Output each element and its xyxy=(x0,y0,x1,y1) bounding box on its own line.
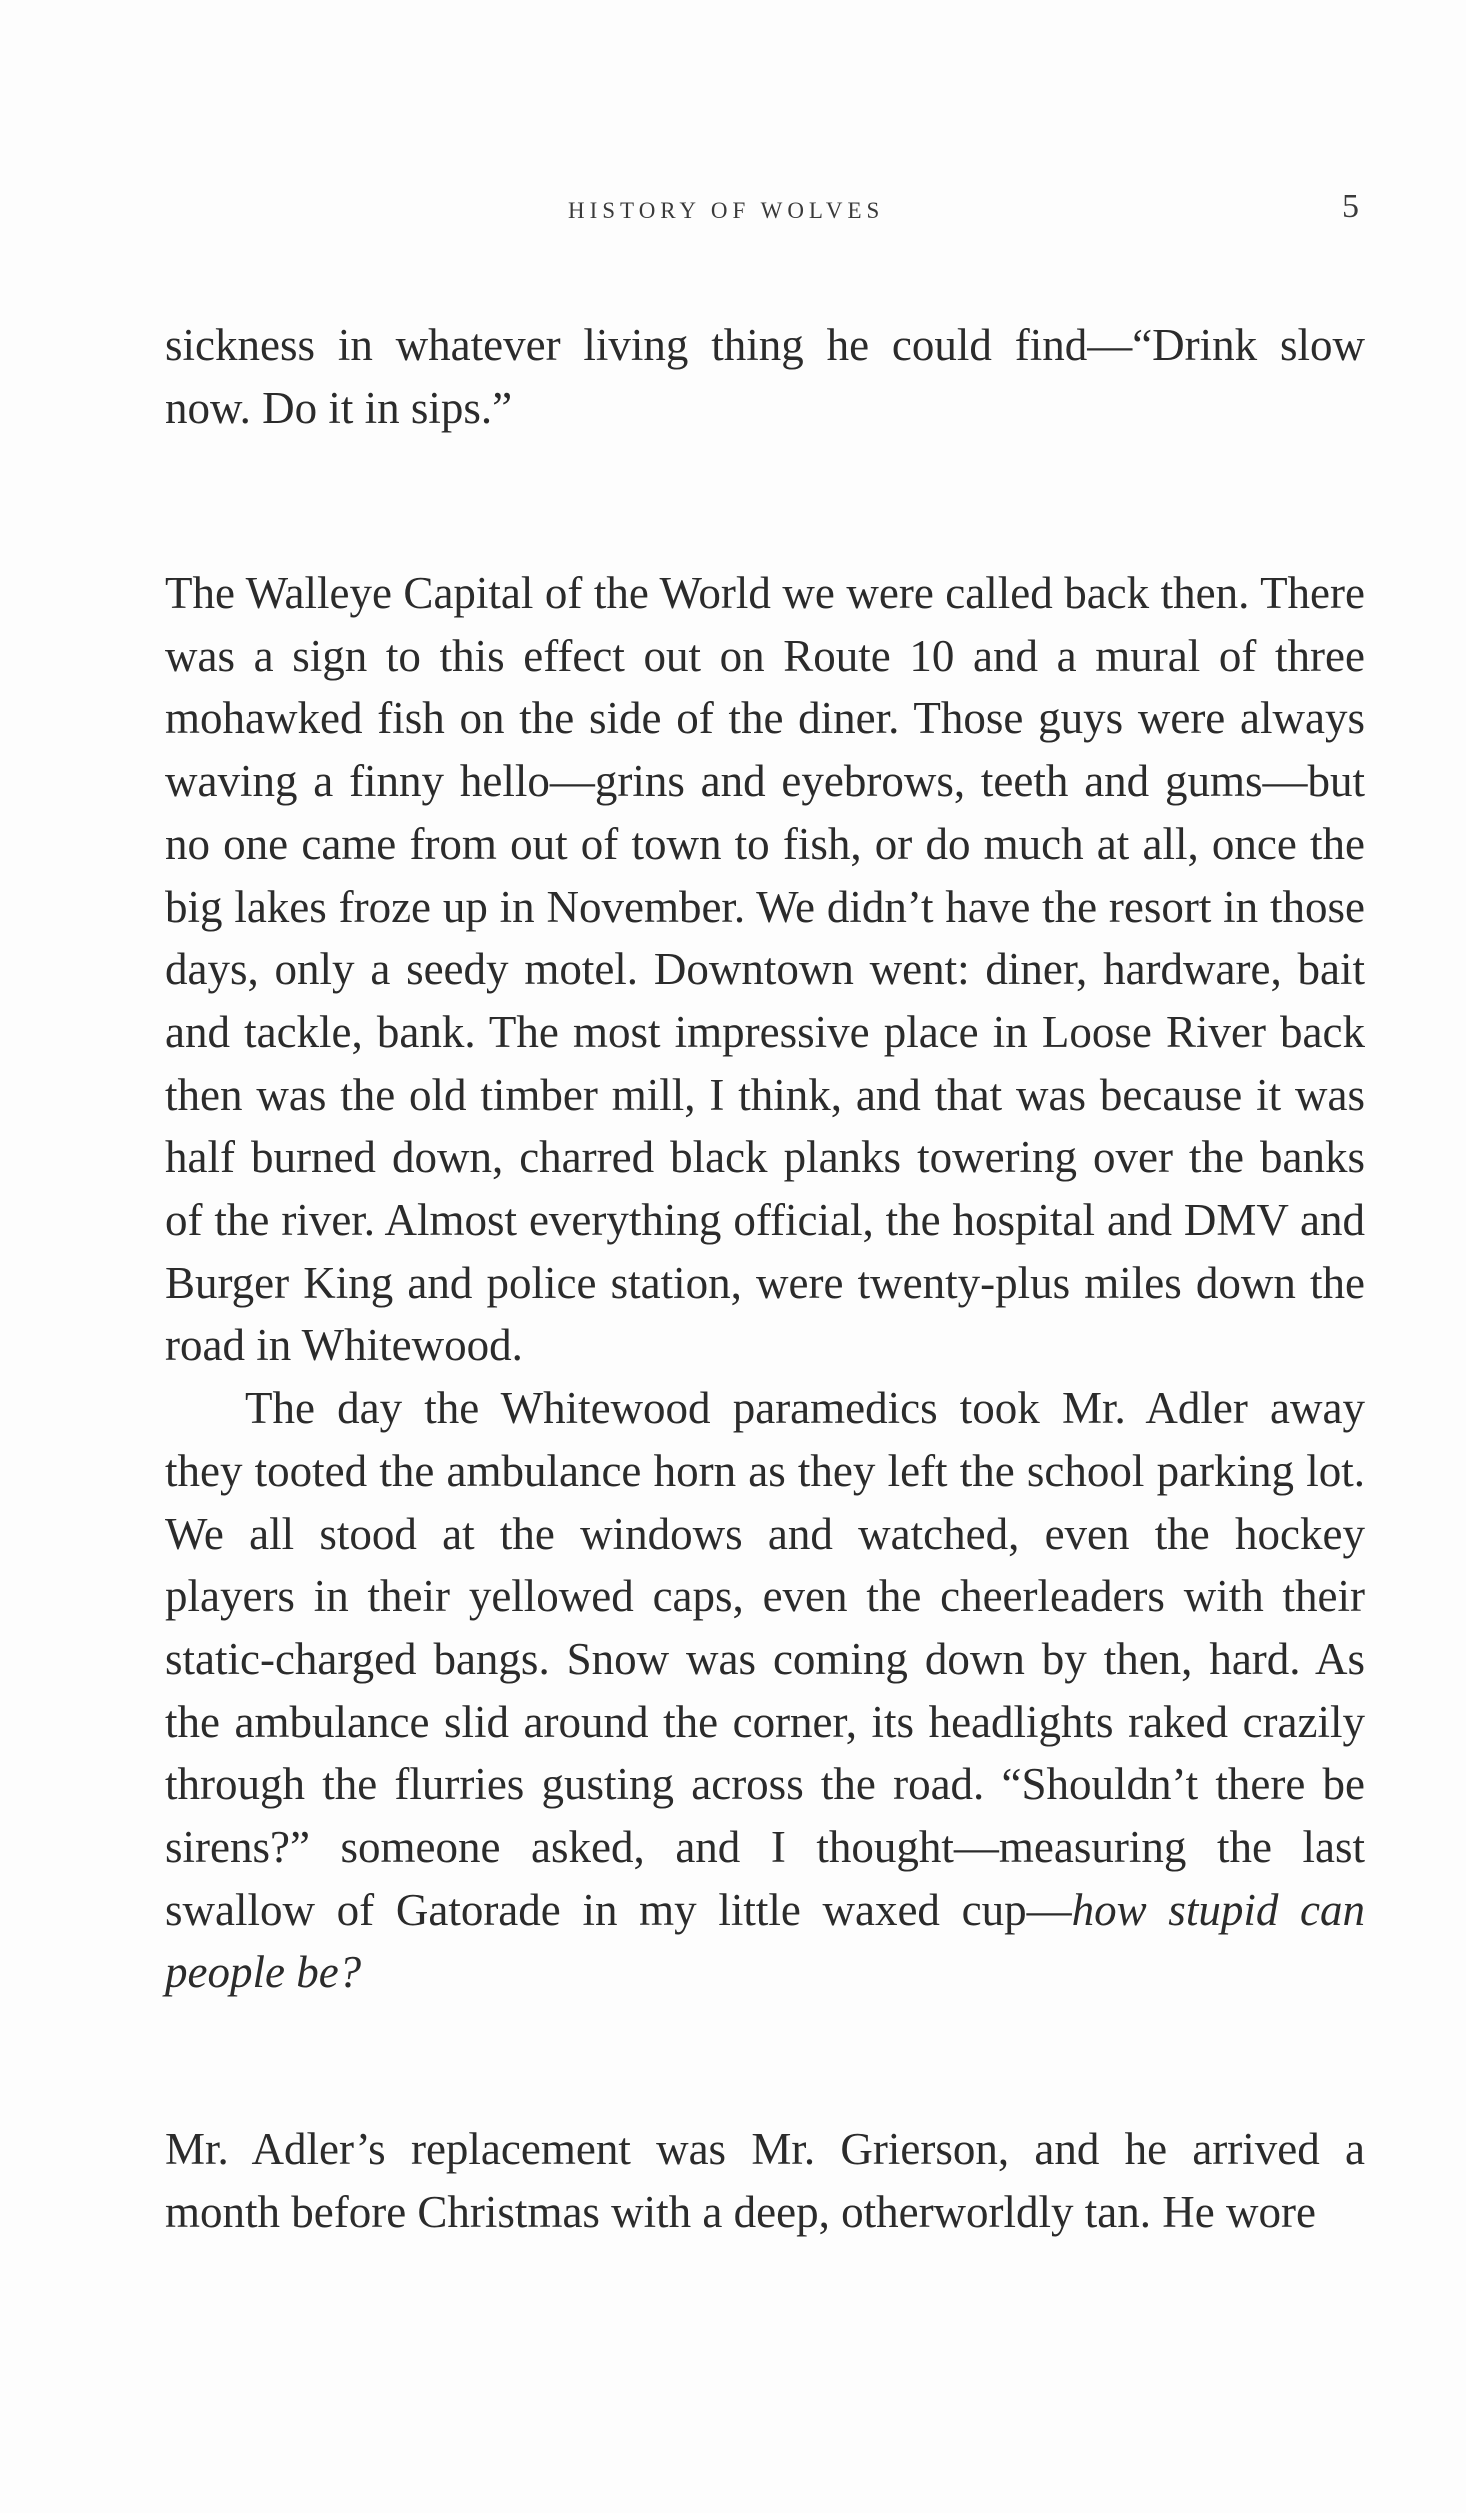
text-section-1 xyxy=(165,314,1365,439)
running-title: HISTORY OF WOLVES xyxy=(568,198,885,223)
paragraph xyxy=(165,1377,1365,2004)
text-section-3 xyxy=(165,2118,1365,2243)
paragraph: The Walleye Capital of the World we were called back then. There was a sign to this effect out on Route 10 and a mural of three mohawked fish on the side of the diner. Those guys were always waving a finny hello—grins and eyebrows, teeth and gums—but no one came from out of town to fish, or do much at all, once the big lakes froze up in November. We didn’t have the resort in those days, only a seedy motel. Downtown went: diner, hardware, bait and tackle, bank. The most impressive place in Loose River back then was the old timber mill, I think, and that was because it was half burned down, charred black planks towering over the banks of the river. Almost everything official, the hospital and DMV and Burger King and police station, were twenty-plus miles down the road in Whitewood. xyxy=(165,568,1365,1371)
paragraph: Mr. Adler’s replacement was Mr. Grierson, and he arrived a month before Christmas with a deep, otherworldly tan. He wore xyxy=(165,2124,1365,2237)
paragraph-text: The day the Whitewood paramedics took Mr. Adler away they tooted the ambulance horn as they left the school parking lot. We all stood at the windows and watched, even the hockey players in their yellowed caps, even the cheerleaders with their static-charged bangs. Snow was coming down by then, hard. As the ambulance slid around the corner, its headlights raked crazily through the flurries gusting across the road. “Shouldn’t there be sirens?” someone asked, and I thought—measuring the last swallow of Gatorade in my little waxed cup— xyxy=(165,1383,1365,1935)
page-number: 5 xyxy=(1342,188,1359,225)
text-section-2 xyxy=(165,562,1365,2004)
paragraph: sickness in whatever living thing he could find—“Drink slow now. Do it in sips.” xyxy=(165,320,1365,433)
italic-phrase: how stupid can people be? xyxy=(165,1884,1365,1998)
